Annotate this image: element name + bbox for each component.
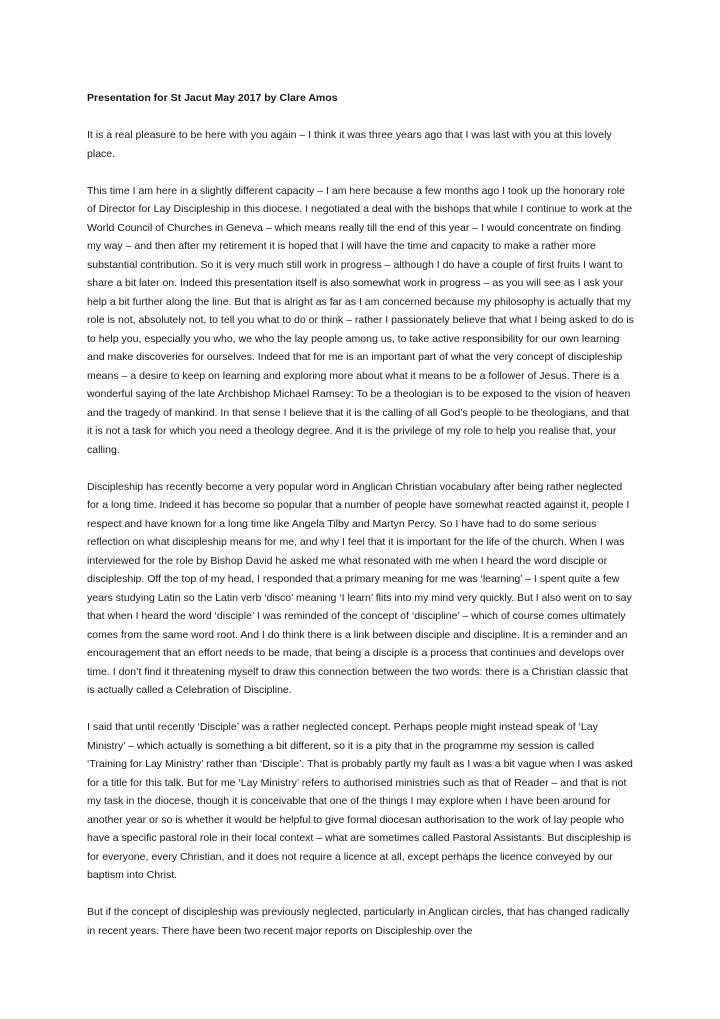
paragraph-recent-reports: But if the concept of discipleship was previously neglected, particularly in Anglican circles, that has changed radically in recent years. There have been two recent major reports on Discipleship over the	[87, 906, 630, 937]
paragraph-intro: It is a real pleasure to be here with you again – I think it was three years ago that I was last with you at this lovely place.	[87, 129, 612, 160]
paragraph-lay-ministry: I said that until recently ‘Disciple’ was a rather neglected concept. Perhaps people might instead speak of ‘Lay Ministry’ – which actually is something a bit different, so it is a pity that in the programme my session is called ‘Training for Lay Ministry’ rather than ‘Disciple’. That is probably partly my fault as I was a bit vague when I was asked for a title for this talk. But for me ‘Lay Ministry’ refers to authorised ministries such as that of Reader – and that is not my task in the diocese, though it is conceivable that one of the things I may explore when I have been around for another year or so is whether it would be helpful to give formal diocesan authorisation to the work of lay people who have a specific pastoral role in their local context – what are sometimes called Pastoral Assistants. But discipleship is for everyone, every Christian, and it does not require a licence at all, except perhaps the licence conveyed by our baptism into Christ.	[87, 721, 633, 881]
paragraph-role: This time I am here in a slightly different capacity – I am here because a few months ago I took up the honorary role of Director for Lay Discipleship in this diocese. I negotiated a deal with the bishops that while I continue to work at the World Council of Churches in Geneva – which means really till the end of this year – I would concentrate on finding my way – and then after my retirement it is hoped that I will have the time and capacity to make a rather more substantial contribution. So it is very much still work in progress – although I do have a couple of first fruits I want to share a bit later on. Indeed this presentation itself is also somewhat work in progress – as you will see as I ask your help a bit further along the line. But that is alright as far as I am concerned because my philosophy is actually that my role is not, absolutely not, to tell you what to do or think – rather I passionately believe that what I being asked to do is to help you, especially you who, we who the lay people among us, to take active responsibility for our own learning and make discoveries for ourselves. Indeed that for me is an important part of what the very concept of discipleship means – a desire to keep on learning and exploring more about what it means to be a follower of Jesus. There is a wonderful saying of the late Archbishop Michael Ramsey: To be a theologian is to be exposed to the vision of heaven and the tragedy of mankind. In that sense I believe that it is the calling of all God’s people to be theologians, and that it is not a task for which you need a theology degree. And it is the privilege of my role to help you realise that, your calling.	[87, 184, 634, 456]
document-page	[87, 89, 635, 959]
paragraph-discipleship-meaning: Discipleship has recently become a very popular word in Anglican Christian vocabulary after being rather neglected for a long time. Indeed it has become so popular that a number of people have somewhat reacted against it, people I respect and have known for a long time like Angela Tilby and Martyn Percy. So I have had to do some serious reflection on what discipleship means for me, and why I feel that it is important for the life of the church. When I was interviewed for the role by Bishop David he asked me what resonated with me when I heard the word disciple or discipleship. Off the top of my head, I responded that a primary meaning for me was ‘learning’ – I spent quite a few years studying Latin so the Latin verb ‘disco’ meaning ‘I learn’ flits into my mind very quickly. But I also went on to say that when I heard the word ‘disciple’ I was reminded of the concept of ‘discipline’ – which of course comes ultimately comes from the same word root. And I do think there is a link between disciple and discipline. It is a reminder and an encouragement that an effort needs to be made, that being a disciple is a process that continues and develops over time. I don’t find it threatening myself to draw this connection between the two words: there is a Christian classic that is actually called a Celebration of Discipline.	[87, 480, 632, 696]
document-title: Presentation for St Jacut May 2017 by Clare Amos	[87, 92, 338, 104]
